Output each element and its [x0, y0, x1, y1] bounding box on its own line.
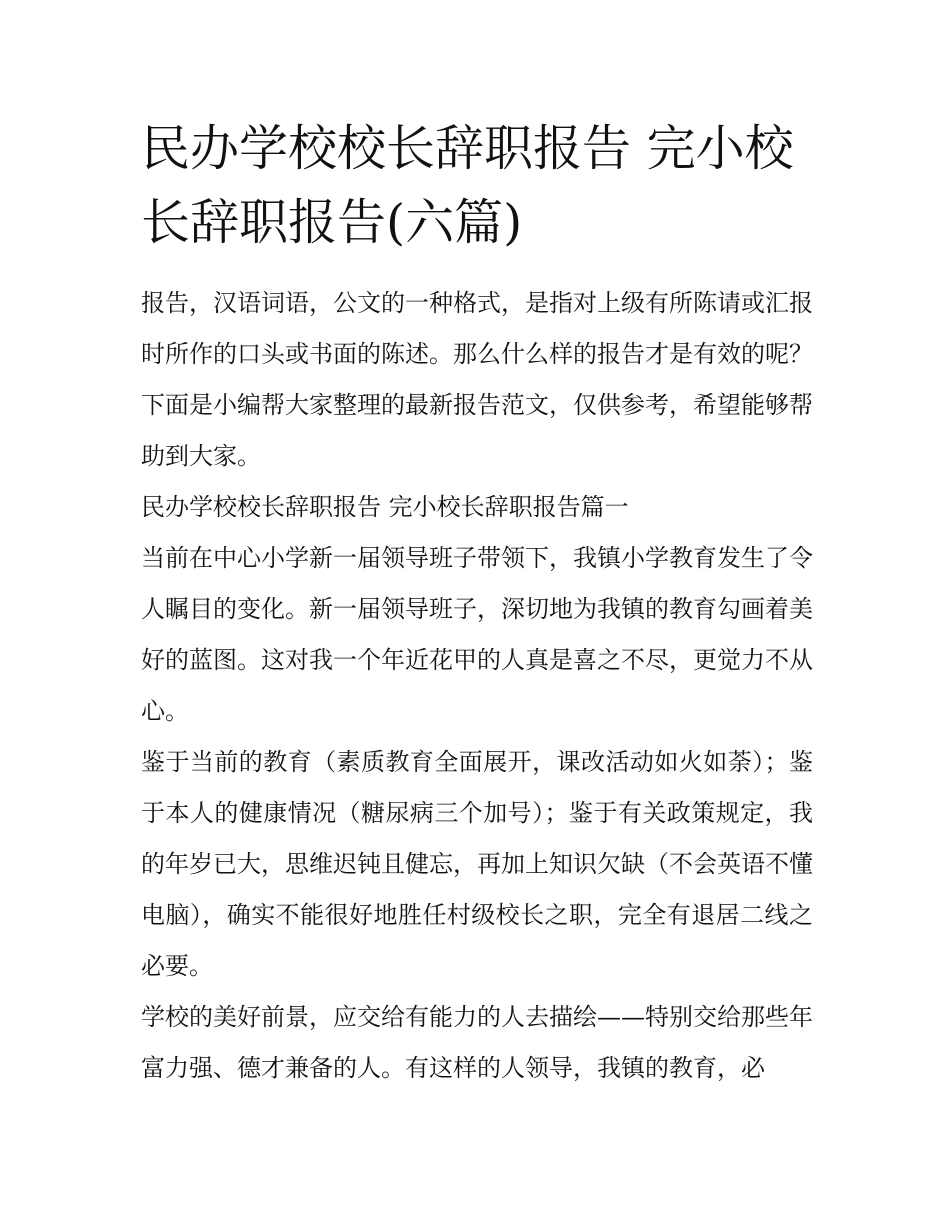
intro-paragraph: 报告，汉语词语，公文的一种格式，是指对上级有所陈请或汇报时所作的口头或书面的陈述。那么什么样的报告才是有效的呢？下面是小编帮大家整理的最新报告范文，仅供参考，希望能够帮助到大家。 — [141, 289, 813, 470]
document-title: 民办学校校长辞职报告 完小校长辞职报告(六篇) — [141, 120, 794, 251]
body-paragraph-1: 当前在中心小学新一届领导班子带领下，我镇小学教育发生了令人瞩目的变化。新一届领导班子，深切地为我镇的教育勾画着美好的蓝图。这对我一个年近花甲的人真是喜之不尽，更觉力不从心。 — [141, 544, 813, 725]
body-paragraph-2: 鉴于当前的教育（素质教育全面展开，课改活动如火如荼）；鉴于本人的健康情况（糖尿病三个加号）；鉴于有关政策规定，我的年岁已大，思维迟钝且健忘，再加上知识欠缺（不会英语不懂电脑），确实不能很好地胜任村级校长之职，完全有退居二线之必要。 — [141, 748, 813, 980]
body-paragraph-3: 学校的美好前景，应交给有能力的人去描绘——特别交给那些年富力强、德才兼备的人。有这样的人领导，我镇的教育，必 — [141, 1003, 813, 1082]
document-body — [141, 278, 813, 1094]
document-page — [141, 112, 813, 1094]
section-heading: 民办学校校长辞职报告 完小校长辞职报告篇一 — [141, 493, 629, 521]
